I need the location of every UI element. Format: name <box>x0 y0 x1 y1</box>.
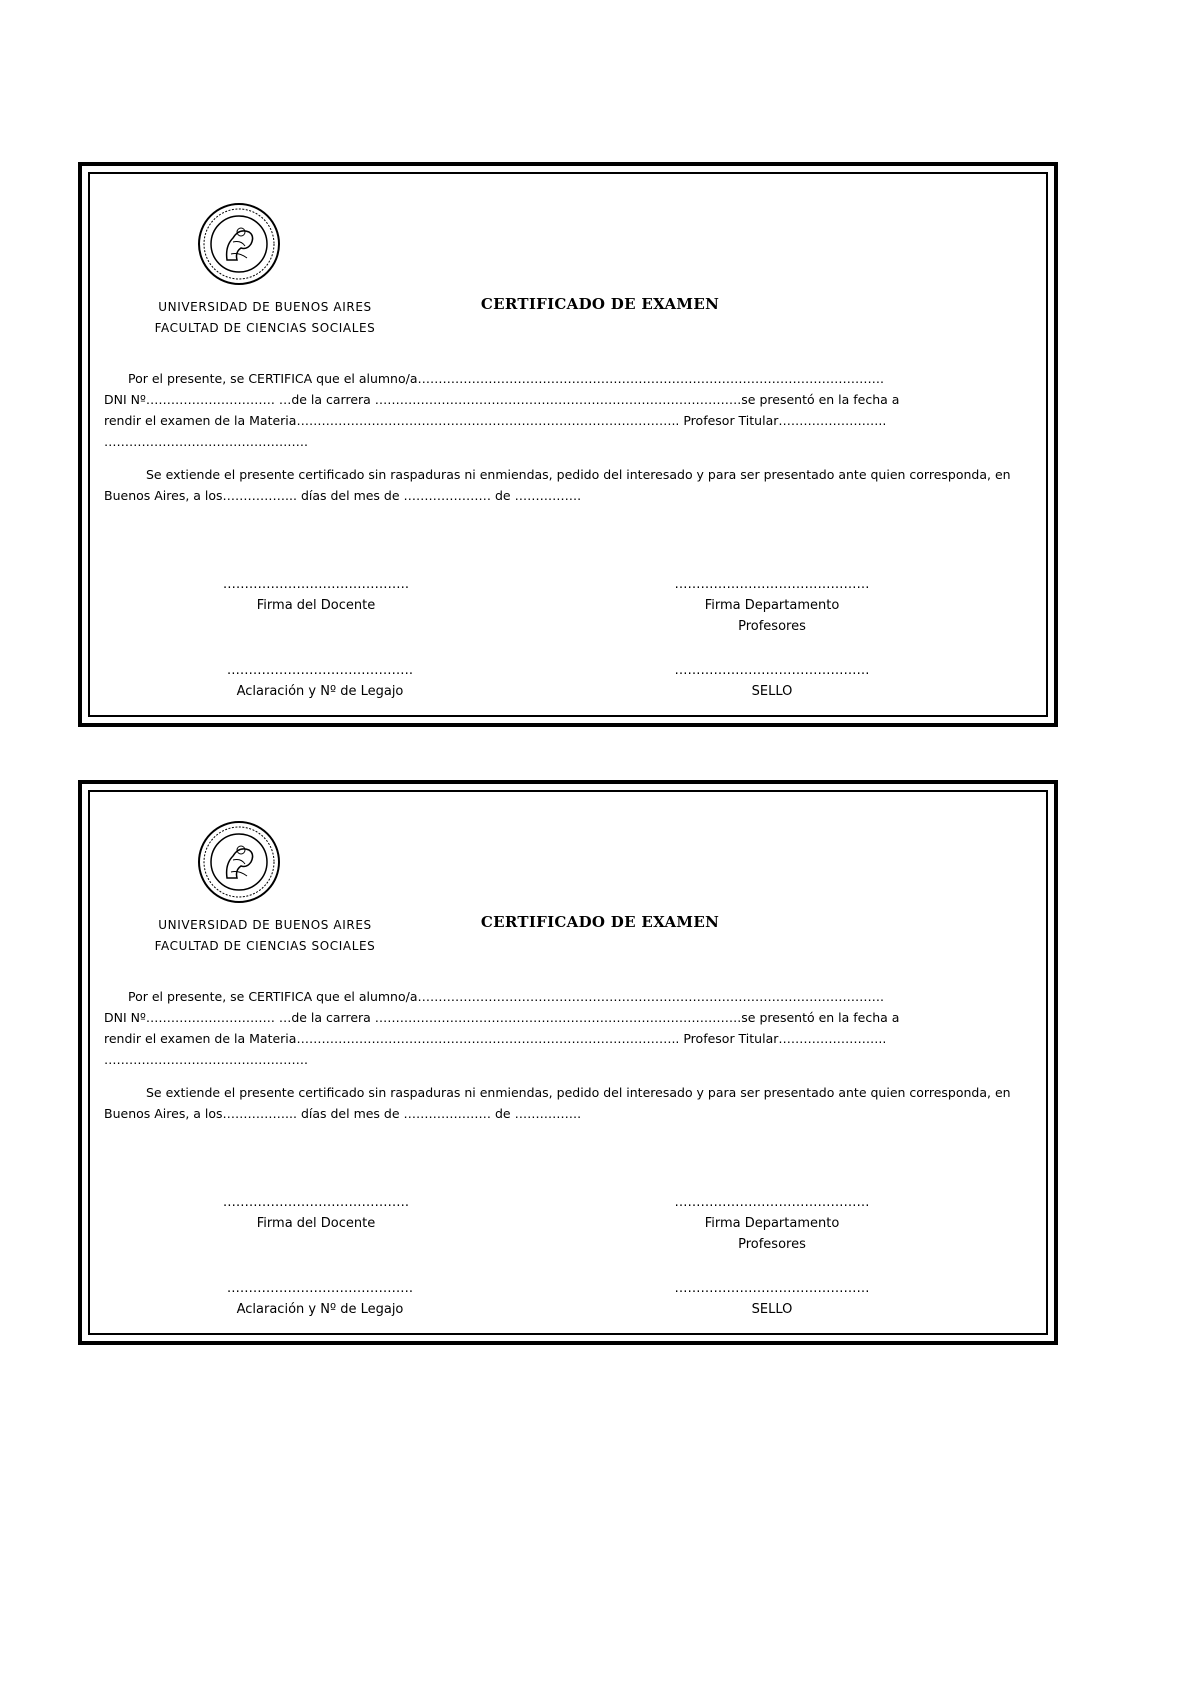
signature-aclaracion <box>190 1278 450 1320</box>
signature-label: SELLO <box>751 684 793 699</box>
institution-block <box>120 915 410 957</box>
paragraph-line: Buenos Aires, a los……………... días del mes de ………………… de ……………. <box>104 1106 582 1121</box>
institution-block <box>120 297 410 339</box>
signature-label: Aclaración y Nº de Legajo <box>236 1302 404 1317</box>
paragraph-line: Se extiende el presente certificado sin raspaduras ni enmiendas, pedido del interesado y para ser presentado ante quien corresponda, en <box>146 467 1011 482</box>
certificate-title: CERTIFICADO DE EXAMEN <box>480 295 720 313</box>
signature-label: Firma del Docente <box>256 1216 376 1231</box>
signature-docente <box>186 574 446 616</box>
university-seal-icon <box>197 202 281 286</box>
signature-line: ……………………………………. <box>226 1281 414 1296</box>
paragraph-line: …………………………………………. <box>104 434 308 449</box>
signature-departamento <box>642 574 902 637</box>
certificate-inner-border <box>88 172 1048 717</box>
extension-paragraph <box>104 1082 1032 1124</box>
signature-departamento <box>642 1192 902 1255</box>
paragraph-line: DNI Nº…………………………. …de la carrera …………………………………………………………………………….se presentó en la fecha a <box>104 392 900 407</box>
signature-label: Firma Departamento <box>704 1216 840 1231</box>
paragraph-line: rendir el examen de la Materia……………………………………………………………………………….. Profesor Titular…………………….. <box>104 413 887 428</box>
signature-label: Aclaración y Nº de Legajo <box>236 684 404 699</box>
paragraph-line: Por el presente, se CERTIFICA que el alumno/a…………………………………………………………………………………………………. <box>128 989 884 1004</box>
signature-sello <box>642 1278 902 1320</box>
signature-line: ……………………………………. <box>222 1195 410 1210</box>
signature-line: ……………………………………… <box>674 1195 870 1210</box>
certification-paragraph <box>104 368 1032 452</box>
signature-sublabel: Profesores <box>738 619 806 634</box>
signature-line: ……………………………………… <box>674 577 870 592</box>
signature-line: ……………………………………… <box>674 1281 870 1296</box>
signature-docente <box>186 1192 446 1234</box>
signature-label: SELLO <box>751 1302 793 1317</box>
paragraph-line: Se extiende el presente certificado sin raspaduras ni enmiendas, pedido del interesado y para ser presentado ante quien corresponda, en <box>146 1085 1011 1100</box>
signature-sublabel: Profesores <box>738 1237 806 1252</box>
signature-label: Firma del Docente <box>256 598 376 613</box>
paragraph-line: Por el presente, se CERTIFICA que el alumno/a…………………………………………………………………………………………………. <box>128 371 884 386</box>
signature-aclaracion <box>190 660 450 702</box>
signature-line: ……………………………………. <box>226 663 414 678</box>
university-name: UNIVERSIDAD DE BUENOS AIRES <box>158 918 372 932</box>
faculty-name: FACULTAD DE CIENCIAS SOCIALES <box>154 939 376 953</box>
paragraph-line: …………………………………………. <box>104 1052 308 1067</box>
certificate-card <box>78 162 1058 727</box>
paragraph-line: Buenos Aires, a los……………... días del mes de ………………… de ……………. <box>104 488 582 503</box>
signature-line: ……………………………………… <box>674 663 870 678</box>
university-seal-icon <box>197 820 281 904</box>
signature-line: ……………………………………. <box>222 577 410 592</box>
paragraph-line: DNI Nº…………………………. …de la carrera …………………………………………………………………………….se presentó en la fecha a <box>104 1010 900 1025</box>
faculty-name: FACULTAD DE CIENCIAS SOCIALES <box>154 321 376 335</box>
paragraph-line: rendir el examen de la Materia……………………………………………………………………………….. Profesor Titular…………………….. <box>104 1031 887 1046</box>
university-name: UNIVERSIDAD DE BUENOS AIRES <box>158 300 372 314</box>
certificate-title: CERTIFICADO DE EXAMEN <box>480 913 720 931</box>
signature-sello <box>642 660 902 702</box>
certificate-card <box>78 780 1058 1345</box>
extension-paragraph <box>104 464 1032 506</box>
signature-label: Firma Departamento <box>704 598 840 613</box>
certification-paragraph <box>104 986 1032 1070</box>
certificate-inner-border <box>88 790 1048 1335</box>
